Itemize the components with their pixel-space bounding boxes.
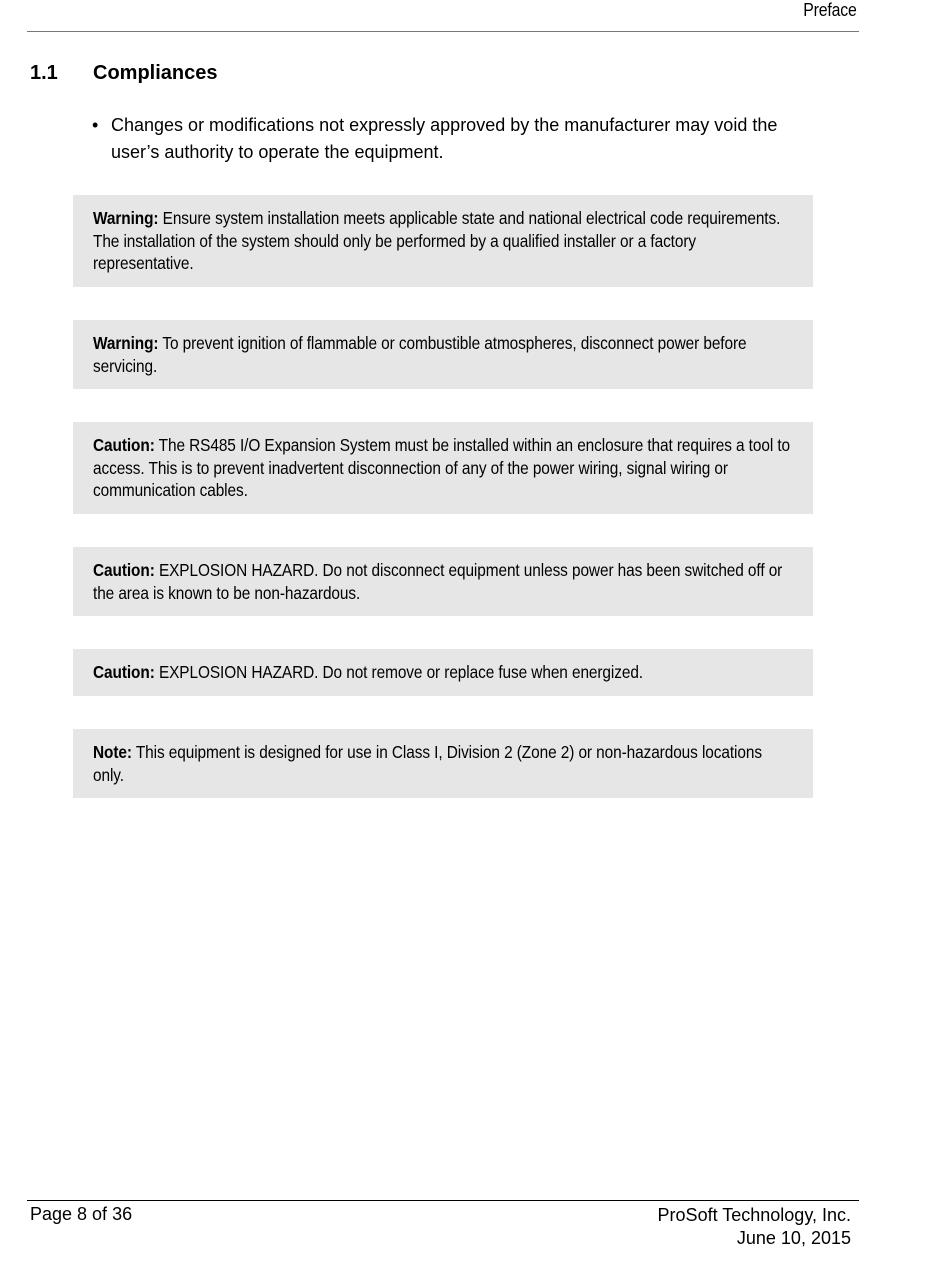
notice-text: To prevent ignition of flammable or combustible atmospheres, disconnect power before servicing. — [93, 333, 747, 376]
notice-text: Ensure system installation meets applicable state and national electrical code requirements. The installation of the system should only be performed by a qualified installer or a factory representative. — [93, 208, 781, 273]
company-name: ProSoft Technology, Inc. — [657, 1205, 851, 1225]
list-item — [92, 112, 792, 166]
section-heading — [30, 62, 217, 85]
section-title: Compliances — [93, 62, 218, 84]
notice-label: Warning: — [93, 208, 159, 228]
footer-publisher — [658, 1204, 851, 1250]
footer-divider — [27, 1200, 859, 1201]
notice-label: Note: — [93, 742, 132, 762]
warning-notice-ignition — [73, 320, 813, 389]
caution-notice-disconnect — [73, 547, 813, 616]
caution-notice-fuse — [73, 649, 813, 696]
bullet-text: Changes or modifications not expressly approved by the manufacturer may void the user’s authority to operate the equipment. — [111, 115, 778, 162]
bullet-list — [92, 112, 792, 166]
bullet-icon: • — [92, 115, 99, 135]
section-number: 1.1 — [30, 62, 58, 84]
notice-label: Caution: — [93, 435, 155, 455]
notice-label: Caution: — [93, 560, 155, 580]
notice-text: EXPLOSION HAZARD. Do not disconnect equipment unless power has been switched off or the area is known to be non-hazardous. — [93, 560, 783, 603]
notice-label: Warning: — [93, 333, 159, 353]
running-header: Preface — [803, 0, 857, 20]
notice-label: Caution: — [93, 662, 155, 682]
header-divider — [27, 31, 859, 32]
note-hazardous-locations — [73, 729, 813, 798]
notice-text: EXPLOSION HAZARD. Do not remove or replace fuse when energized. — [158, 662, 643, 682]
notice-text: The RS485 I/O Expansion System must be installed within an enclosure that requires a tool to access. This is to prevent inadvertent disconnection of any of the power wiring, signal wiring or communication cables. — [93, 435, 791, 500]
notice-text: This equipment is designed for use in Class I, Division 2 (Zone 2) or non-hazardous locations only. — [93, 742, 762, 785]
page-number: Page 8 of 36 — [30, 1204, 133, 1224]
publication-date: June 10, 2015 — [736, 1228, 851, 1248]
warning-notice-installation — [73, 195, 813, 287]
caution-notice-enclosure — [73, 422, 813, 514]
